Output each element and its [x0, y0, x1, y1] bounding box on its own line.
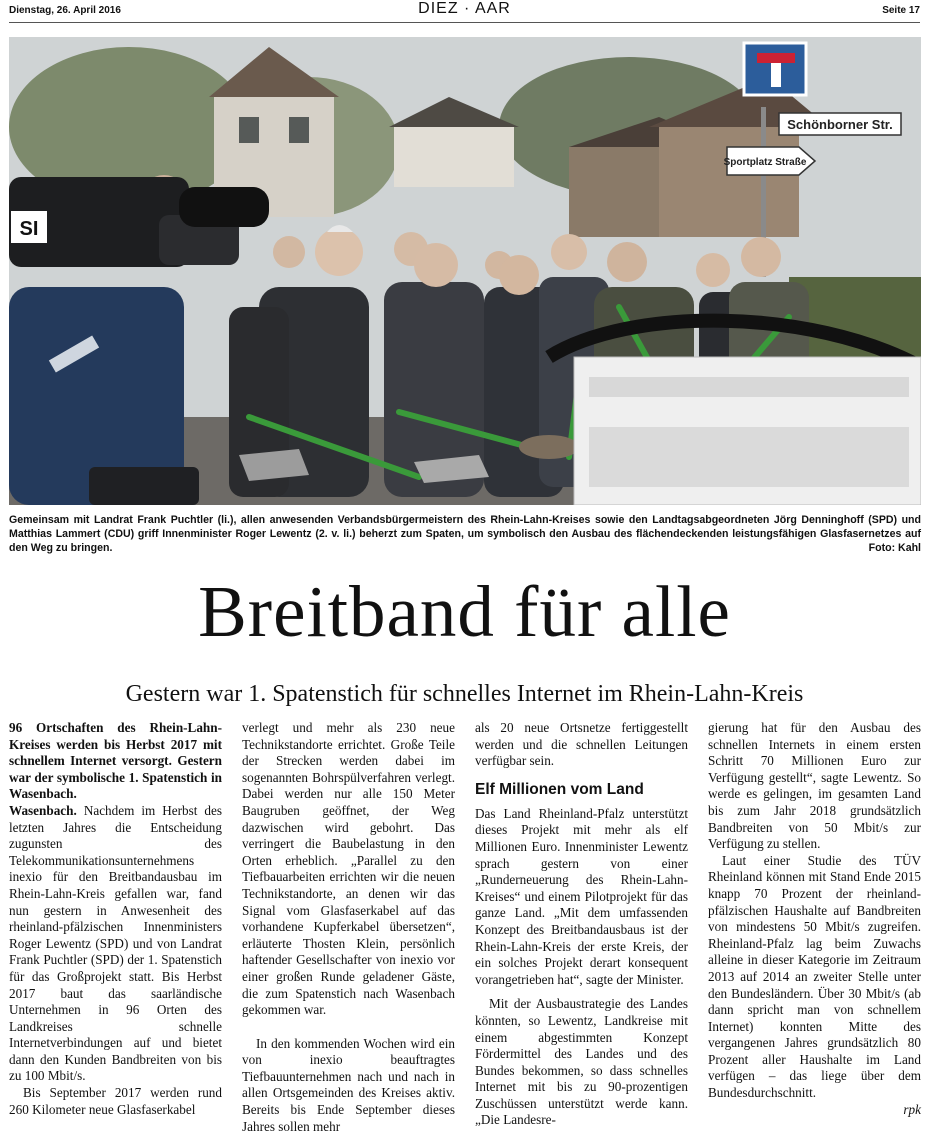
issue-date: Dienstag, 26. April 2016: [9, 5, 121, 16]
dateline: Wasenbach.: [9, 802, 77, 818]
article-paragraph-5-start: Mit der Ausbaustrategie des Landes könnten, so Lewentz, Landkreise mit einem abgestimmten Konzept Fördermittel des Landes und des Bundes bekommen, so dass schnelles Internet mit bis zu 90-prozentigen Zuschüssen unterstützt werde kann. „Die Landesre-: [475, 996, 688, 1128]
article-teaser: 96 Ortschaften des Rhein-Lahn-Kreises werden bis Herbst 2017 mit schnellem Internet versorgt. Gestern war der symbolische 1. Spatenstich in Wasenbach.: [9, 720, 222, 802]
article-paragraph-5-cont: gierung hat für den Ausbau des schnellen Internets in einem ersten Schritt 70 Millionen Euro zur Verfügung gestellt“, sagte Lewentz. So werde es gelingen, im gesamten Land bis zum Jahr 2018 grundsätzlich Bandbreiten von 50 Mbit/s zur Verfügung zu stellen.: [708, 720, 921, 852]
photo-credit: Foto: Kahl: [868, 542, 921, 555]
subheadline: Gestern war 1. Spatenstich für schnelles Internet im Rhein-Lahn-Kreis: [125, 681, 804, 707]
photo-caption: [9, 513, 921, 556]
section-title: DIEZ · AAR: [418, 0, 511, 17]
camera-logo-text: SI: [19, 218, 39, 240]
author-signature: rpk: [903, 1101, 921, 1117]
article-photo: [9, 37, 921, 505]
article-paragraph-1: [9, 803, 222, 1085]
article-column-2: [242, 720, 455, 1135]
article-paragraph-2-start: Bis September 2017 werden rund 260 Kilometer neue Glasfaserkabel: [9, 1085, 222, 1117]
construction-barrier: [574, 357, 921, 505]
article-column-1: [9, 720, 222, 1118]
article-paragraph-3-cont: als 20 neue Ortsnetze fertiggestellt werden und die schnellen Leitungen verfügbar sein.: [475, 720, 688, 769]
article-paragraph-1-text: Nachdem im Herbst des letzten Jahres die Entscheidung zugunsten des Telekommunikationsunternehmens inexio für den Breitbandausbau im Rhein-Lahn-Kreis gefallen war, fand nun gestern in Anwesenheit des rheinland-pfälzischen Innenministers Roger Lewentz (SPD) und von Landrat Frank Puchtler (SPD) der 1. Spatenstich für das Großprojekt statt. Bis Herbst 2017 baut das saarländische Unternehmen in 96 Orten des Landkreises schnelle Internetverbindungen auf und bietet dann den Kunden Bandbreiten von bis zu 100 Mbit/s.: [9, 802, 223, 1084]
section-subtitle: Elf Millionen vom Land: [475, 780, 644, 798]
article-column-4: [708, 720, 921, 1118]
page-header: [9, 0, 920, 23]
article-paragraph-2-cont: verlegt und mehr als 230 neue Technikstandorte errichtet. Große Teile der Strecken werden dabei im sogenannten Bohrspülverfahren verlegt. Dabei werden nur alle 150 Meter Baugruben geöffnet, der Weg dazwischen wird gebohrt. Das verringert die Baubelastung in den Orten erheblich. „Parallel zu den Tiefbauarbeiten errichten wir die neuen Technikstandorte, an denen wir das Signal vom Glasfaserkabel auf das vorhandene Kupferkabel übersetzen“, erläuterte Thosten Klein, persönlich haftender Gesellschafter von inexio vor einer großen Runde geladener Gäste, die zum Spatenstich nach Wasenbach gekommen war.: [242, 720, 455, 1018]
street-sign-text: Schönborner Str.: [787, 117, 893, 132]
article-paragraph-4: Das Land Rheinland-Pfalz unterstützt dieses Projekt mit mehr als elf Millionen Euro. Innenminister Lewentz sprach gestern von einer „Runderneuerung des Rhein-Lahn-Kreises“ und einem Pilotprojekt für das ganze Land. „Mit dem umfassenden Konzept des Breitbandausbaus ist der Rhein-Lahn-Kreis der erste Kreis, der ein solches Projekt derart konsequent vorangetrieben hat“, sagte der Minister.: [475, 805, 688, 987]
headline: Breitband für alle: [198, 571, 731, 652]
direction-sign-text: Sportplatz Straße: [723, 157, 807, 168]
caption-text: Gemeinsam mit Landrat Frank Puchtler (li.), allen anwesenden Verbandsbürgermeistern des Rhein-Lahn-Kreises sowie den Landtagsabgeordneten Jörg Denninghoff (SPD) und Matthias Lammert (CDU) griff Innenminister Roger Lewentz (2. v. li.) beherzt zum Spaten, um symbolisch den Ausbau des flächendeckenden leistungsfähigen Glasfasernetzes auf den Weg zu bringen.: [9, 514, 921, 555]
article-paragraph-6: Laut einer Studie des TÜV Rheinland können mit Stand Ende 2015 knapp 70 Prozent der rheinland-pfälzischen Haushalte auf Bandbreiten von mindestens 50 Mbit/s zugreifen. Rheinland-Pfalz lag beim Zuwachs alleine in dieser Kategorie im Zeitraum 2013 auf 2014 an zweiter Stelle unter den Bundesländern. Über 30 Mbit/s (ab dann spricht man von schnellem Internet) konnten Mitte des vergangenen Jahres grundsätzlich 80 Prozent aller Haushalte im Land verfügen – das liege über dem Bundesdurchschnitt.: [708, 852, 921, 1101]
article-paragraph-3-start: In den kommenden Wochen wird ein von inexio beauftragtes Tiefbauunternehmen nach und nach in allen Ortsgemeinden des Kreises aktiv. Bereits bis Ende September dieses Jahres sollen mehr: [242, 1035, 455, 1134]
page-number: Seite 17: [882, 5, 920, 16]
article-column-3: [475, 720, 688, 1129]
